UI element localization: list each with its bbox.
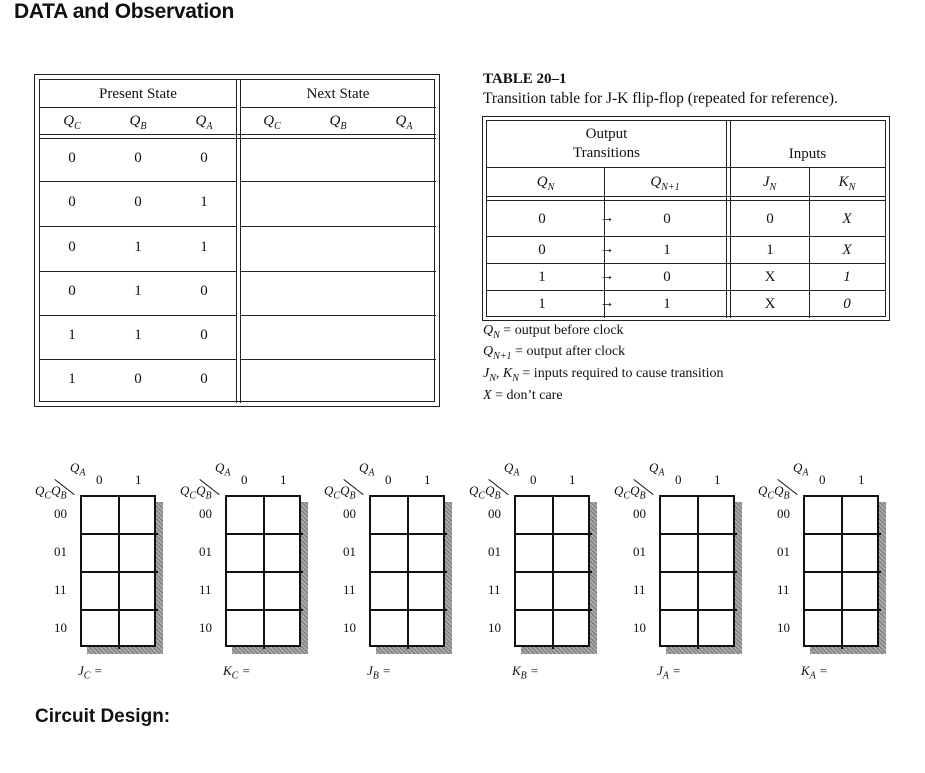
column-header-sub: B — [340, 121, 347, 132]
column-header-base: Q — [129, 113, 141, 129]
kmap-row-variable — [324, 483, 356, 502]
label-eq: = — [815, 663, 828, 678]
table-cell: 0 — [134, 194, 142, 210]
variable-sub: B — [60, 490, 67, 502]
label-base: K — [223, 663, 232, 678]
note-line — [483, 388, 563, 404]
kmap-row-label: 11 — [343, 582, 356, 597]
kmap-divider — [805, 571, 881, 573]
note-symbol: J — [483, 366, 490, 381]
label-eq: = — [238, 663, 251, 678]
variable-base: Q — [649, 460, 659, 475]
table-divider — [40, 315, 236, 316]
column-header — [372, 113, 436, 132]
variable-base: Q — [196, 483, 206, 498]
variable-sub: A — [658, 467, 665, 479]
column-header-sub: N+1 — [661, 182, 680, 193]
table-caption: Transition table for J-K flip-flop (repeated for reference). — [483, 90, 838, 107]
state-table-frame — [39, 79, 435, 402]
column-header-sub: N — [848, 182, 856, 193]
kmap-grid — [803, 495, 879, 647]
label-base: J — [78, 663, 84, 678]
note-symbol-sub: N — [493, 329, 500, 341]
column-header-base: Q — [329, 113, 341, 129]
kmap — [35, 458, 175, 682]
kmap-row-variable — [35, 483, 67, 502]
kmap-divider — [371, 609, 447, 611]
arrow-icon: → — [599, 241, 615, 257]
column-header — [106, 113, 170, 132]
variable-sub: C — [767, 490, 775, 502]
variable-sub: C — [478, 490, 486, 502]
kmap-row-label: 11 — [54, 582, 67, 597]
column-header — [487, 174, 604, 193]
kmap-divider — [516, 571, 592, 573]
column-header — [172, 113, 236, 132]
table-divider — [240, 181, 436, 182]
kmap-row-label: 10 — [488, 620, 501, 635]
note-line — [483, 366, 724, 384]
kmap-divider — [118, 497, 120, 649]
kmap-row-variable — [614, 483, 646, 502]
table-cell: 0 — [766, 211, 774, 227]
variable-sub: A — [79, 467, 86, 479]
kmap-divider — [227, 571, 303, 573]
label-base: J — [367, 663, 373, 678]
table-cell: 1 — [134, 239, 142, 255]
column-header-base: Q — [536, 174, 548, 190]
note-symbol-sub: N+1 — [493, 350, 512, 362]
kmap-row-label: 00 — [343, 506, 356, 521]
page-title: DATA and Observation — [14, 0, 234, 23]
kmap — [614, 458, 754, 682]
kmap-divider — [263, 497, 265, 649]
variable-base: Q — [793, 460, 803, 475]
table-divider — [487, 290, 885, 291]
variable-base: Q — [504, 460, 514, 475]
note-text: = don’t care — [491, 388, 563, 403]
table-cell: 0 — [200, 327, 208, 343]
note-line — [483, 323, 624, 341]
kmap-column-label: 1 — [858, 472, 865, 487]
label-sub: B — [520, 670, 527, 682]
label-sub: C — [231, 670, 239, 682]
column-header-base: K — [838, 174, 849, 190]
variable-base: Q — [614, 483, 624, 498]
variable-sub: C — [333, 490, 341, 502]
column-header-sub: A — [406, 121, 413, 132]
table-cell: X — [764, 269, 776, 285]
table-divider — [240, 226, 436, 227]
variable-sub: B — [205, 490, 212, 502]
kmap-row-label: 11 — [488, 582, 501, 597]
note-text: = output before clock — [499, 323, 624, 338]
arrow-icon: → — [599, 210, 615, 226]
table-cell: 1 — [843, 269, 851, 285]
note-symbol: Q — [483, 323, 494, 338]
note-symbol: X — [483, 388, 492, 403]
variable-base: Q — [70, 460, 80, 475]
kmap-row-label: 00 — [54, 506, 67, 521]
kmap-function-label — [801, 663, 828, 682]
kmap-column-variable — [215, 460, 231, 479]
variable-sub: C — [189, 490, 197, 502]
kmap-row-label: 10 — [54, 620, 67, 635]
arrow-icon: → — [599, 295, 615, 311]
table-divider — [487, 167, 885, 168]
kmap-column-label: 0 — [241, 472, 248, 487]
variable-sub: A — [224, 467, 231, 479]
kmap-divider — [697, 497, 699, 649]
table-divider — [40, 226, 236, 227]
kmap-row-label: 01 — [633, 544, 646, 559]
variable-base: Q — [774, 483, 784, 498]
table-cell: 1 — [134, 283, 142, 299]
label-base: J — [657, 663, 663, 678]
section-heading: Circuit Design: — [35, 706, 171, 727]
kmap-row-label: 00 — [777, 506, 790, 521]
table-cell: X — [842, 211, 852, 227]
kmap-function-label — [512, 663, 539, 682]
kmap-column-label: 0 — [675, 472, 682, 487]
table-cell: 1 — [663, 296, 671, 312]
kmap-column-variable — [504, 460, 520, 479]
kmap-row-label: 01 — [54, 544, 67, 559]
kmap-divider — [805, 609, 881, 611]
label-sub: A — [662, 670, 669, 682]
kmap-grid — [514, 495, 590, 647]
kmap-row-label: 01 — [199, 544, 212, 559]
column-header-sub: B — [140, 121, 147, 132]
kmap — [180, 458, 320, 682]
label-eq: = — [378, 663, 391, 678]
output-header-line1: Output — [585, 126, 628, 142]
label-eq: = — [526, 663, 539, 678]
variable-sub: B — [349, 490, 356, 502]
table-divider — [487, 196, 885, 197]
kmap-divider — [82, 571, 158, 573]
table-cell: 1 — [766, 242, 774, 258]
inputs-header: Inputs — [788, 146, 827, 162]
table-cell: 0 — [200, 150, 208, 166]
variable-sub: B — [639, 490, 646, 502]
table-cell: X — [842, 242, 852, 258]
kmap-function-label — [657, 663, 681, 682]
transition-table-frame — [486, 120, 886, 317]
variable-sub: A — [802, 467, 809, 479]
kmap-column-label: 0 — [819, 472, 826, 487]
variable-sub: A — [513, 467, 520, 479]
variable-sub: A — [368, 467, 375, 479]
variable-base: Q — [758, 483, 768, 498]
kmap-function-label — [78, 663, 102, 682]
kmap-row-variable — [180, 483, 212, 502]
kmap-column-label: 1 — [569, 472, 576, 487]
table-cell: 1 — [200, 239, 208, 255]
table-divider — [40, 107, 236, 108]
kmap-row-label: 11 — [199, 582, 212, 597]
table-cell: 0 — [663, 269, 671, 285]
kmap-grid — [369, 495, 445, 647]
column-header — [40, 113, 104, 132]
table-cell: 1 — [200, 194, 208, 210]
kmap-function-label — [223, 663, 250, 682]
column-header-base: Q — [195, 113, 207, 129]
kmap-grid — [225, 495, 301, 647]
table-cell: 0 — [68, 150, 76, 166]
kmap-column-variable — [70, 460, 86, 479]
kmap — [758, 458, 898, 682]
kmap-row-label: 11 — [633, 582, 646, 597]
table-divider — [40, 181, 236, 182]
kmap-column-variable — [793, 460, 809, 479]
note-line — [483, 344, 625, 362]
column-header-base: Q — [263, 113, 275, 129]
label-sub: B — [372, 670, 379, 682]
next-state-header: Next State — [306, 86, 370, 102]
kmap-divider — [516, 533, 592, 535]
note-symbol: Q — [483, 344, 494, 359]
kmap-column-label: 0 — [530, 472, 537, 487]
column-header-base: Q — [650, 174, 662, 190]
kmap-divider — [516, 609, 592, 611]
variable-base: Q — [180, 483, 190, 498]
kmap-row-label: 01 — [488, 544, 501, 559]
table-divider — [40, 271, 236, 272]
kmap-divider — [371, 571, 447, 573]
table-cell: 0 — [538, 242, 546, 258]
table-divider — [40, 359, 236, 360]
label-base: K — [512, 663, 521, 678]
variable-base: Q — [35, 483, 45, 498]
variable-base: Q — [485, 483, 495, 498]
state-table — [34, 74, 440, 407]
table-divider — [726, 121, 727, 318]
kmap-divider — [407, 497, 409, 649]
column-header — [306, 113, 370, 132]
column-header — [730, 174, 809, 193]
column-header — [809, 174, 885, 193]
kmap-column-label: 0 — [96, 472, 103, 487]
table-cell: 1 — [538, 269, 546, 285]
kmap-row-label: 00 — [488, 506, 501, 521]
kmap-grid — [80, 495, 156, 647]
note-text: = output after clock — [511, 344, 626, 359]
kmap-column-label: 1 — [280, 472, 287, 487]
table-cell: 0 — [134, 150, 142, 166]
table-cell: 0 — [68, 283, 76, 299]
kmap-column-label: 1 — [135, 472, 142, 487]
kmap-row-variable — [758, 483, 790, 502]
table-divider — [40, 134, 436, 135]
column-header-sub: N — [547, 182, 555, 193]
column-header-sub: C — [274, 121, 281, 132]
variable-sub: B — [494, 490, 501, 502]
table-cell: 1 — [68, 371, 76, 387]
kmap-row-label: 00 — [199, 506, 212, 521]
table-cell: 0 — [200, 283, 208, 299]
note-symbol: K — [502, 366, 513, 381]
note-text: = inputs required to cause transition — [518, 366, 724, 381]
table-cell: 1 — [538, 296, 546, 312]
label-sub: A — [809, 670, 816, 682]
kmap-row-label: 01 — [343, 544, 356, 559]
table-cell: 1 — [663, 242, 671, 258]
variable-base: Q — [359, 460, 369, 475]
label-sub: C — [83, 670, 91, 682]
kmap-row-variable — [469, 483, 501, 502]
table-label: TABLE 20–1 — [483, 71, 567, 87]
kmap-row-label: 10 — [199, 620, 212, 635]
kmap-row-label: 01 — [777, 544, 790, 559]
column-header-base: Q — [395, 113, 407, 129]
kmap-divider — [805, 533, 881, 535]
column-header-sub: N — [769, 182, 777, 193]
table-cell: X — [764, 296, 776, 312]
column-header — [240, 113, 304, 132]
label-base: K — [801, 663, 810, 678]
kmap-row-label: 10 — [343, 620, 356, 635]
kmap-divider — [552, 497, 554, 649]
kmap-row-label: 00 — [633, 506, 646, 521]
variable-sub: C — [44, 490, 52, 502]
table-divider — [240, 359, 436, 360]
table-cell: 0 — [68, 239, 76, 255]
variable-base: Q — [51, 483, 61, 498]
kmap — [469, 458, 609, 682]
variable-base: Q — [630, 483, 640, 498]
table-divider — [240, 107, 436, 108]
table-cell: 0 — [200, 371, 208, 387]
kmap-divider — [82, 533, 158, 535]
kmap-divider — [661, 609, 737, 611]
variable-sub: B — [783, 490, 790, 502]
arrow-icon: → — [599, 268, 615, 284]
note-separator: , — [495, 366, 503, 381]
kmap-divider — [841, 497, 843, 649]
kmap-divider — [82, 609, 158, 611]
kmap-grid — [659, 495, 735, 647]
kmap-column-label: 1 — [424, 472, 431, 487]
column-header-base: J — [762, 174, 770, 190]
kmap-divider — [227, 533, 303, 535]
note-symbol-sub: N — [512, 372, 519, 384]
table-cell: 0 — [843, 296, 851, 312]
kmap-column-label: 0 — [385, 472, 392, 487]
table-cell: 1 — [68, 327, 76, 343]
kmap-divider — [371, 533, 447, 535]
column-header — [604, 174, 726, 193]
column-header-sub: C — [74, 121, 81, 132]
variable-base: Q — [469, 483, 479, 498]
variable-base: Q — [215, 460, 225, 475]
kmap-row-label: 10 — [777, 620, 790, 635]
kmap-function-label — [367, 663, 391, 682]
output-header-line2: Transitions — [573, 145, 640, 161]
kmap-column-variable — [649, 460, 665, 479]
column-header-base: Q — [63, 113, 75, 129]
table-divider — [487, 236, 885, 237]
kmap-divider — [227, 609, 303, 611]
table-divider — [240, 315, 436, 316]
table-divider — [487, 263, 885, 264]
kmap-column-label: 1 — [714, 472, 721, 487]
column-header-sub: A — [206, 121, 213, 132]
table-divider — [40, 138, 436, 139]
kmap-row-label: 11 — [777, 582, 790, 597]
table-divider — [240, 271, 436, 272]
kmap-divider — [661, 533, 737, 535]
kmap-divider — [661, 571, 737, 573]
table-cell: 1 — [134, 327, 142, 343]
table-cell: 0 — [538, 211, 546, 227]
kmap-row-label: 10 — [633, 620, 646, 635]
label-eq: = — [90, 663, 103, 678]
label-eq: = — [668, 663, 681, 678]
table-divider — [487, 200, 885, 201]
kmap-column-variable — [359, 460, 375, 479]
table-cell: 0 — [134, 371, 142, 387]
present-state-header: Present State — [99, 86, 177, 102]
variable-sub: C — [623, 490, 631, 502]
transition-table — [482, 116, 890, 321]
kmap — [324, 458, 464, 682]
note-symbol-sub: N — [489, 372, 496, 384]
variable-base: Q — [340, 483, 350, 498]
table-cell: 0 — [68, 194, 76, 210]
table-cell: 0 — [663, 211, 671, 227]
table-divider — [236, 80, 237, 403]
variable-base: Q — [324, 483, 334, 498]
